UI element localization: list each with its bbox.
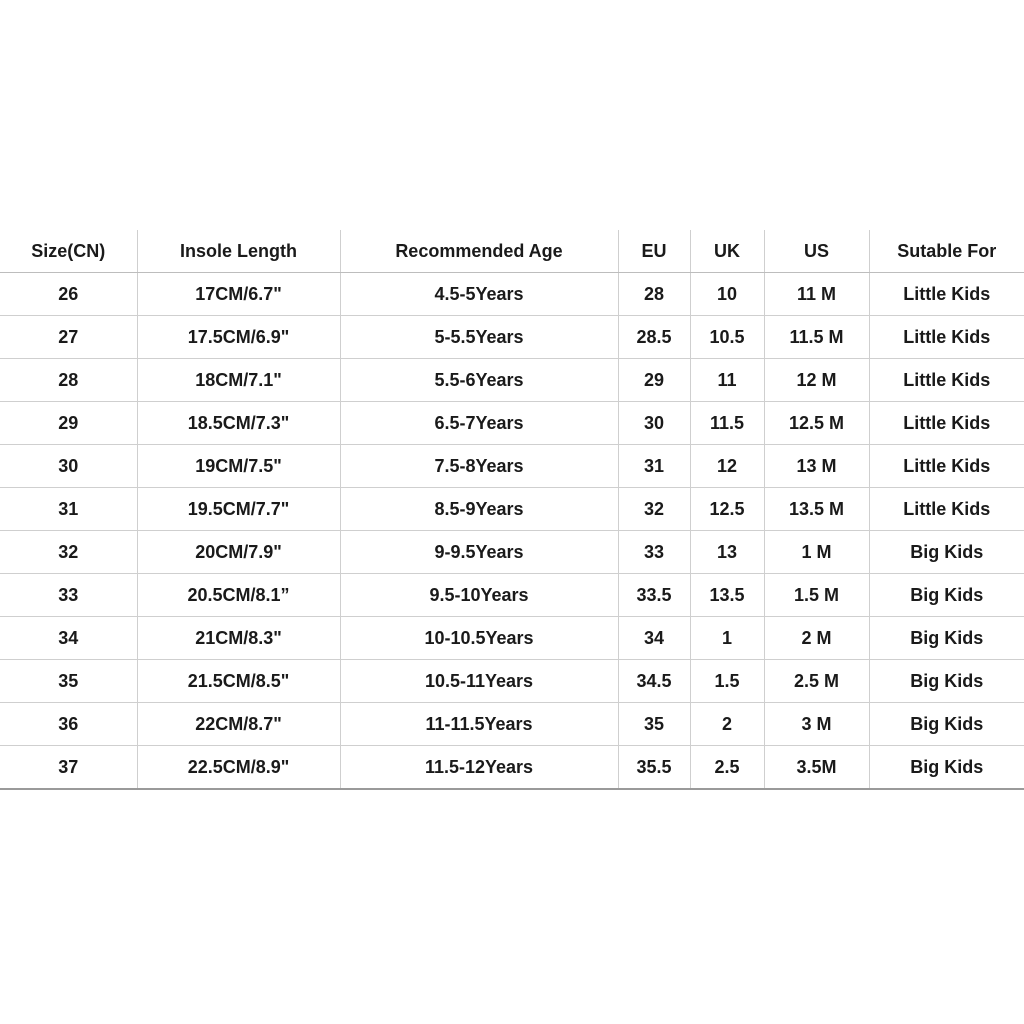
cell-suitable-for: Little Kids <box>869 402 1024 445</box>
cell-us: 13 M <box>764 445 869 488</box>
header-us: US <box>764 230 869 273</box>
cell-uk: 11 <box>690 359 764 402</box>
cell-eu: 33 <box>618 531 690 574</box>
cell-suitable-for: Big Kids <box>869 531 1024 574</box>
cell-recommended-age: 10.5-11Years <box>340 660 618 703</box>
cell-insole-length: 17.5CM/6.9" <box>137 316 340 359</box>
cell-eu: 35.5 <box>618 746 690 790</box>
cell-eu: 32 <box>618 488 690 531</box>
cell-insole-length: 22CM/8.7" <box>137 703 340 746</box>
cell-uk: 12 <box>690 445 764 488</box>
cell-suitable-for: Little Kids <box>869 316 1024 359</box>
cell-eu: 34.5 <box>618 660 690 703</box>
cell-us: 13.5 M <box>764 488 869 531</box>
cell-us: 11 M <box>764 273 869 316</box>
cell-insole-length: 21CM/8.3" <box>137 617 340 660</box>
cell-suitable-for: Little Kids <box>869 359 1024 402</box>
cell-insole-length: 18.5CM/7.3" <box>137 402 340 445</box>
cell-size-cn: 30 <box>0 445 137 488</box>
cell-size-cn: 34 <box>0 617 137 660</box>
cell-uk: 2 <box>690 703 764 746</box>
cell-insole-length: 20CM/7.9" <box>137 531 340 574</box>
header-eu: EU <box>618 230 690 273</box>
cell-size-cn: 31 <box>0 488 137 531</box>
cell-recommended-age: 11-11.5Years <box>340 703 618 746</box>
cell-recommended-age: 5.5-6Years <box>340 359 618 402</box>
cell-insole-length: 17CM/6.7" <box>137 273 340 316</box>
cell-recommended-age: 10-10.5Years <box>340 617 618 660</box>
cell-eu: 35 <box>618 703 690 746</box>
cell-suitable-for: Little Kids <box>869 445 1024 488</box>
table-row <box>0 617 1024 660</box>
cell-insole-length: 19CM/7.5" <box>137 445 340 488</box>
cell-recommended-age: 9-9.5Years <box>340 531 618 574</box>
cell-us: 12 M <box>764 359 869 402</box>
cell-uk: 1.5 <box>690 660 764 703</box>
cell-uk: 13 <box>690 531 764 574</box>
cell-suitable-for: Big Kids <box>869 617 1024 660</box>
table-header-row <box>0 230 1024 273</box>
cell-size-cn: 37 <box>0 746 137 790</box>
cell-eu: 34 <box>618 617 690 660</box>
cell-uk: 2.5 <box>690 746 764 790</box>
table-row <box>0 574 1024 617</box>
cell-us: 3.5M <box>764 746 869 790</box>
cell-eu: 28 <box>618 273 690 316</box>
cell-us: 12.5 M <box>764 402 869 445</box>
cell-us: 1.5 M <box>764 574 869 617</box>
cell-size-cn: 36 <box>0 703 137 746</box>
header-size-cn: Size(CN) <box>0 230 137 273</box>
cell-insole-length: 19.5CM/7.7" <box>137 488 340 531</box>
cell-recommended-age: 9.5-10Years <box>340 574 618 617</box>
table-row <box>0 660 1024 703</box>
cell-size-cn: 28 <box>0 359 137 402</box>
cell-us: 3 M <box>764 703 869 746</box>
cell-recommended-age: 4.5-5Years <box>340 273 618 316</box>
cell-size-cn: 29 <box>0 402 137 445</box>
cell-uk: 1 <box>690 617 764 660</box>
cell-eu: 29 <box>618 359 690 402</box>
table-row <box>0 402 1024 445</box>
cell-eu: 31 <box>618 445 690 488</box>
table-row <box>0 746 1024 790</box>
cell-size-cn: 27 <box>0 316 137 359</box>
cell-uk: 12.5 <box>690 488 764 531</box>
cell-eu: 30 <box>618 402 690 445</box>
table-row <box>0 273 1024 316</box>
cell-eu: 28.5 <box>618 316 690 359</box>
cell-uk: 11.5 <box>690 402 764 445</box>
cell-size-cn: 35 <box>0 660 137 703</box>
header-insole-length: Insole Length <box>137 230 340 273</box>
cell-us: 1 M <box>764 531 869 574</box>
cell-size-cn: 32 <box>0 531 137 574</box>
cell-us: 11.5 M <box>764 316 869 359</box>
cell-size-cn: 26 <box>0 273 137 316</box>
cell-suitable-for: Big Kids <box>869 660 1024 703</box>
table-row <box>0 316 1024 359</box>
table-row <box>0 359 1024 402</box>
header-suitable-for: Sutable For <box>869 230 1024 273</box>
cell-us: 2.5 M <box>764 660 869 703</box>
cell-recommended-age: 6.5-7Years <box>340 402 618 445</box>
cell-insole-length: 20.5CM/8.1” <box>137 574 340 617</box>
cell-uk: 10.5 <box>690 316 764 359</box>
header-uk: UK <box>690 230 764 273</box>
table-row <box>0 531 1024 574</box>
cell-uk: 13.5 <box>690 574 764 617</box>
table-row <box>0 488 1024 531</box>
size-chart-table <box>0 230 1024 790</box>
cell-suitable-for: Big Kids <box>869 746 1024 790</box>
header-recommended-age: Recommended Age <box>340 230 618 273</box>
cell-us: 2 M <box>764 617 869 660</box>
table-row <box>0 445 1024 488</box>
cell-eu: 33.5 <box>618 574 690 617</box>
cell-uk: 10 <box>690 273 764 316</box>
cell-suitable-for: Big Kids <box>869 574 1024 617</box>
cell-recommended-age: 5-5.5Years <box>340 316 618 359</box>
cell-suitable-for: Little Kids <box>869 273 1024 316</box>
cell-recommended-age: 7.5-8Years <box>340 445 618 488</box>
cell-insole-length: 18CM/7.1" <box>137 359 340 402</box>
cell-insole-length: 22.5CM/8.9" <box>137 746 340 790</box>
cell-suitable-for: Big Kids <box>869 703 1024 746</box>
cell-size-cn: 33 <box>0 574 137 617</box>
cell-recommended-age: 11.5-12Years <box>340 746 618 790</box>
cell-suitable-for: Little Kids <box>869 488 1024 531</box>
table-row <box>0 703 1024 746</box>
cell-insole-length: 21.5CM/8.5" <box>137 660 340 703</box>
cell-recommended-age: 8.5-9Years <box>340 488 618 531</box>
